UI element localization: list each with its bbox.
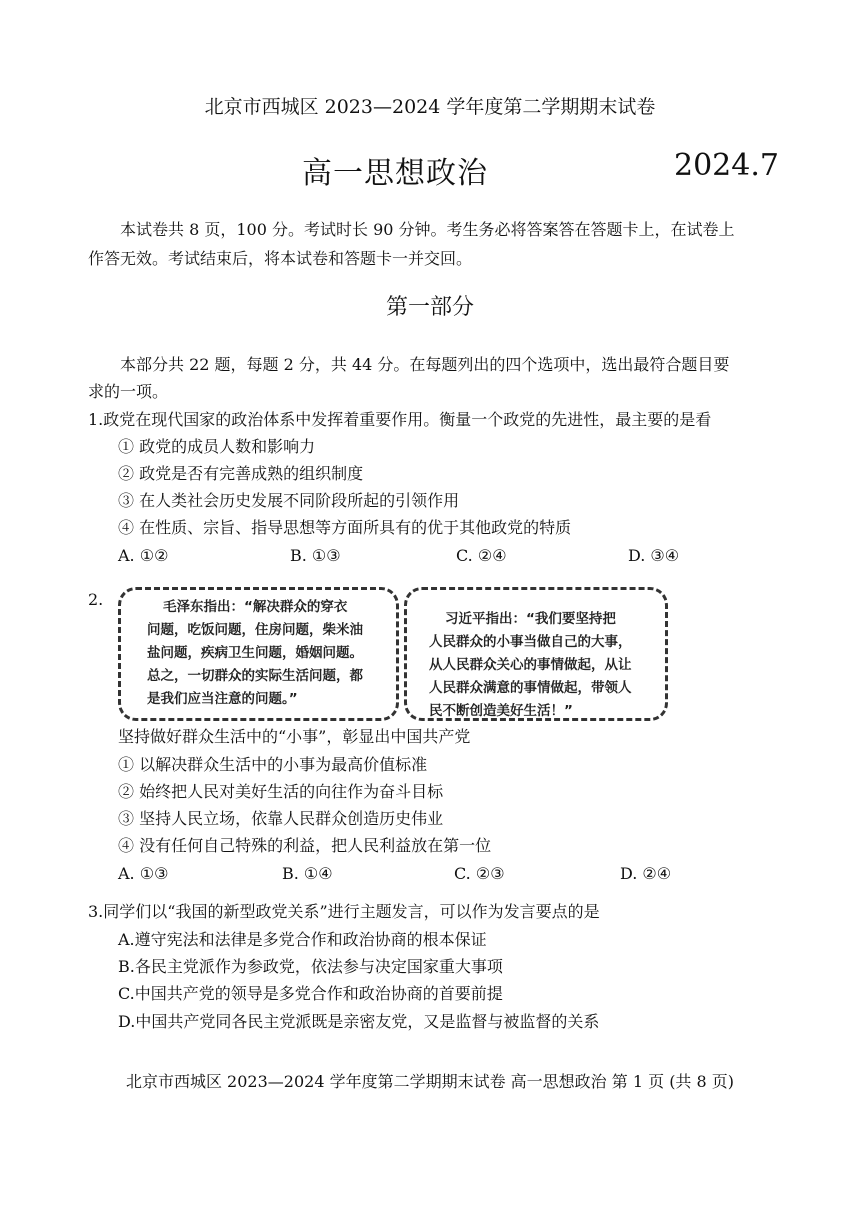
xi-quote-line-5: 民不断创造美好生活！” <box>429 703 573 719</box>
mao-quote-line-1: 毛泽东指出：“解决群众的穿衣 <box>163 599 348 615</box>
question-2-item-4: ④ 没有任何自己特殊的利益，把人民利益放在第一位 <box>118 836 492 855</box>
question-2-stem: 坚持做好群众生活中的“小事”，彰显出中国共产党 <box>118 727 471 746</box>
exam-date: 2024.7 <box>674 148 779 183</box>
question-3-option-b: B.各民主党派作为参政党，依法参与决定国家重大事项 <box>118 957 503 976</box>
question-2-item-1: ① 以解决群众生活中的小事为最高价值标准 <box>118 755 428 774</box>
xi-quote-line-3: 从人民群众关心的事情做起，从让 <box>429 657 632 673</box>
page-footer: 北京市西城区 2023—2024 学年度第二学期期末试卷 高一思想政治 第 1 页 (共 8 页) <box>125 1072 735 1091</box>
question-1-option-d: D. ③④ <box>628 546 680 565</box>
xi-quote-line-4: 人民群众满意的事情做起，带领人 <box>429 680 632 696</box>
question-2-item-3: ③ 坚持人民立场，依靠人民群众创造历史伟业 <box>118 809 444 828</box>
xi-quote-line-1: 习近平指出：“我们要坚持把 <box>445 611 616 627</box>
xi-quote-bubble <box>404 587 668 721</box>
xi-quote-line-2: 人民群众的小事当做自己的大事， <box>429 634 632 650</box>
question-3-option-a: A.遵守宪法和法律是多党合作和政治协商的根本保证 <box>118 930 487 949</box>
mao-quote-bubble <box>118 587 399 721</box>
question-2-option-b: B. ①④ <box>282 864 333 883</box>
question-1-option-a: A. ①② <box>118 546 169 565</box>
part-one-intro-line-2: 求的一项。 <box>88 382 169 401</box>
part-one-title: 第一部分 <box>385 295 474 320</box>
mao-quote-line-3: 盐问题，疾病卫生问题，婚姻问题。 <box>147 645 363 661</box>
exam-header-title: 北京市西城区 2023—2024 学年度第二学期期末试卷 <box>204 96 656 118</box>
mao-quote-line-2: 问题，吃饭问题，住房问题，柴米油 <box>147 622 363 638</box>
question-1-option-c: C. ②④ <box>456 546 507 565</box>
question-3-option-d: D.中国共产党同各民主党派既是亲密友党，又是监督与被监督的关系 <box>118 1012 600 1031</box>
instructions-line-1: 本试卷共 8 页，100 分。考试时长 90 分钟。考生务必将答案答在答题卡上，在试卷上 <box>120 220 735 239</box>
question-2-option-a: A. ①③ <box>118 864 169 883</box>
question-2-number: 2. <box>88 590 104 609</box>
question-2-option-c: C. ②③ <box>454 864 505 883</box>
part-one-intro-line-1: 本部分共 22 题，每题 2 分，共 44 分。在每题列出的四个选项中，选出最符合题目要 <box>120 355 730 374</box>
mao-quote-line-4: 总之，一切群众的实际生活问题，都 <box>147 668 363 684</box>
question-1-stem: 1.政党在现代国家的政治体系中发挥着重要作用。衡量一个政党的先进性，最主要的是看 <box>88 410 712 429</box>
question-1-item-4: ④ 在性质、宗旨、指导思想等方面所具有的优于其他政党的特质 <box>118 518 572 537</box>
question-1-option-b: B. ①③ <box>290 546 341 565</box>
question-1-item-3: ③ 在人类社会历史发展不同阶段所起的引领作用 <box>118 491 460 510</box>
question-1-item-1: ① 政党的成员人数和影响力 <box>118 437 316 456</box>
question-3-stem: 3.同学们以“我国的新型政党关系”进行主题发言，可以作为发言要点的是 <box>88 902 600 921</box>
question-3-option-c: C.中国共产党的领导是多党合作和政治协商的首要前提 <box>118 984 503 1003</box>
mao-quote-line-5: 是我们应当注意的问题。” <box>147 691 298 707</box>
question-2-option-d: D. ②④ <box>620 864 672 883</box>
subject-title: 高一思想政治 <box>302 156 488 191</box>
question-1-item-2: ② 政党是否有完善成熟的组织制度 <box>118 464 364 483</box>
instructions-line-2: 作答无效。考试结束后，将本试卷和答题卡一并交回。 <box>88 249 473 268</box>
question-2-item-2: ② 始终把人民对美好生活的向往作为奋斗目标 <box>118 782 444 801</box>
